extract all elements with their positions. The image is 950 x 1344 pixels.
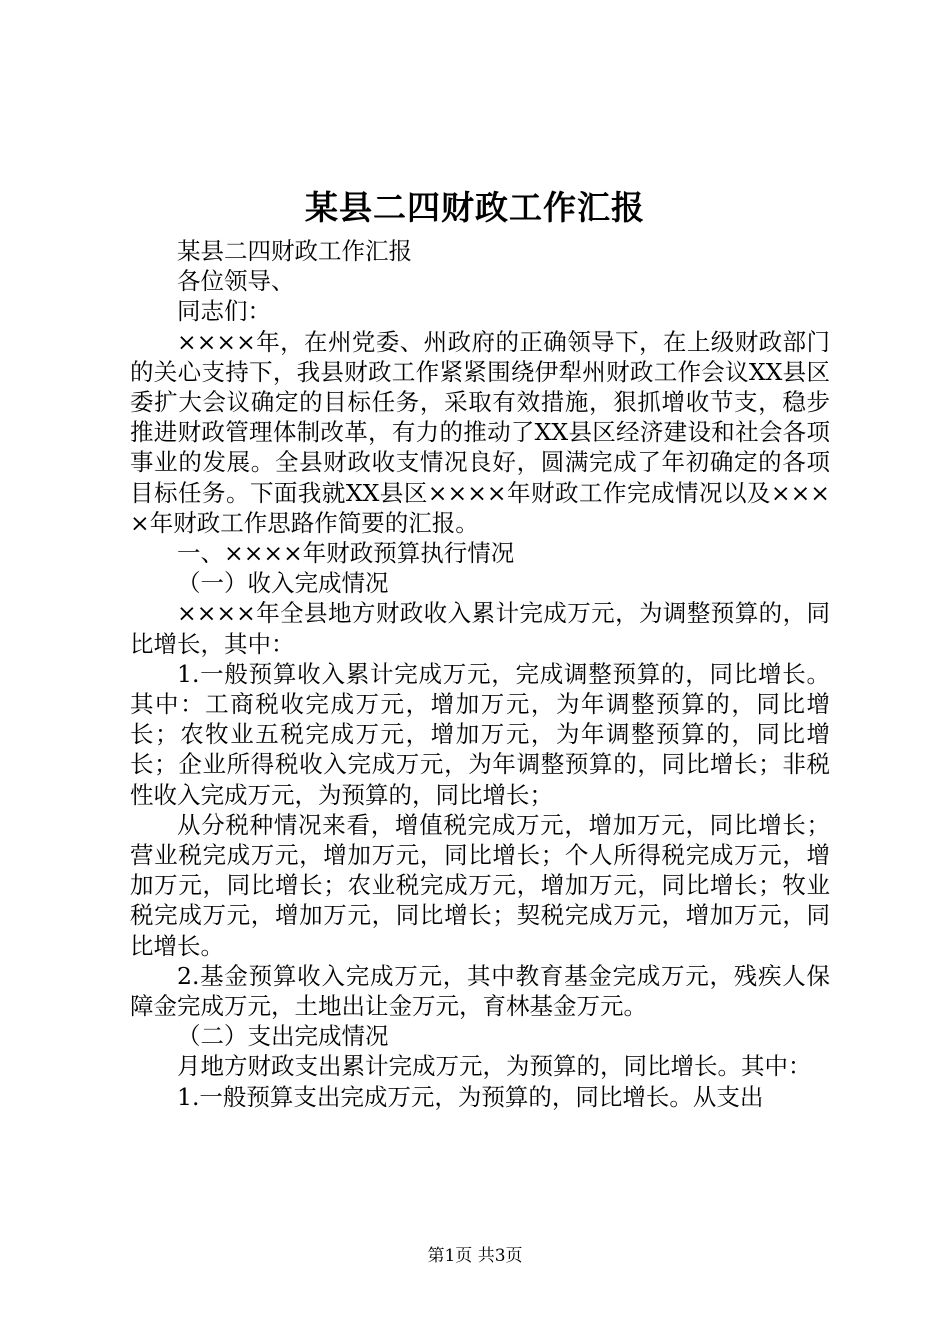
- section-heading-1: 一、××××年财政预算执行情况: [177, 539, 515, 568]
- paragraph-salutation-leaders: 各位领导、: [177, 267, 295, 296]
- paragraph-income-total: ××××年全县地方财政收入累计完成万元，为调整预算的，同比增长，其中：: [130, 599, 830, 658]
- paragraph-salutation-comrades: 同志们：: [177, 297, 271, 326]
- paragraph-general-budget-expenditure: 1.一般预算支出完成万元，为预算的，同比增长。从支出: [177, 1082, 764, 1111]
- paragraph-heading-repeat: 某县二四财政工作汇报: [177, 237, 412, 265]
- paragraph-general-budget-income: 1.一般预算收入累计完成万元，完成调整预算的，同比增长。其中：工商税收完成万元，增加万元，为年调整预算的，同比增长；农牧业五税完成万元，增加万元，为年调整预算的，同比增长；企业所得税收入完成万元，为年调整预算的，同比增长；非税性收入完成万元，为预算的，同比增长；: [130, 659, 830, 809]
- document-body: [130, 236, 830, 1112]
- paragraph-expenditure-total: 月地方财政支出累计完成万元，为预算的，同比增长。其中：: [177, 1052, 812, 1081]
- document-title: 某县二四财政工作汇报: [305, 188, 645, 227]
- page-footer: 第1页 共3页: [427, 1246, 523, 1266]
- subsection-heading-income: （一）收入完成情况: [177, 569, 389, 598]
- paragraph-tax-breakdown: 从分税种情况来看，增值税完成万元，增加万元，同比增长；营业税完成万元，增加万元，同比增长；个人所得税完成万元，增加万元，同比增长；农业税完成万元，增加万元，同比增长；牧业税完成万元，增加万元，同比增长；契税完成万元，增加万元，同比增长。: [130, 810, 830, 960]
- subsection-heading-expenditure: （二）支出完成情况: [177, 1022, 389, 1051]
- paragraph-fund-budget-income: 2.基金预算收入完成万元，其中教育基金完成万元，残疾人保障金完成万元，土地出让金万元，育林基金万元。: [130, 961, 830, 1021]
- paragraph-intro: ××××年，在州党委、州政府的正确领导下，在上级财政部门的关心支持下，我县财政工作紧紧围绕伊犁州财政工作会议XX县区委扩大会议确定的目标任务，采取有效措施，狠抓增收节支，稳步推进财政管理体制改革，有力的推动了XX县区经济建设和社会各项事业的发展。全县财政收支情况良好，圆满完成了年初确定的各项目标任务。下面我就XX县区××××年财政工作完成情况以及××××年财政工作思路作简要的汇报。: [130, 327, 830, 537]
